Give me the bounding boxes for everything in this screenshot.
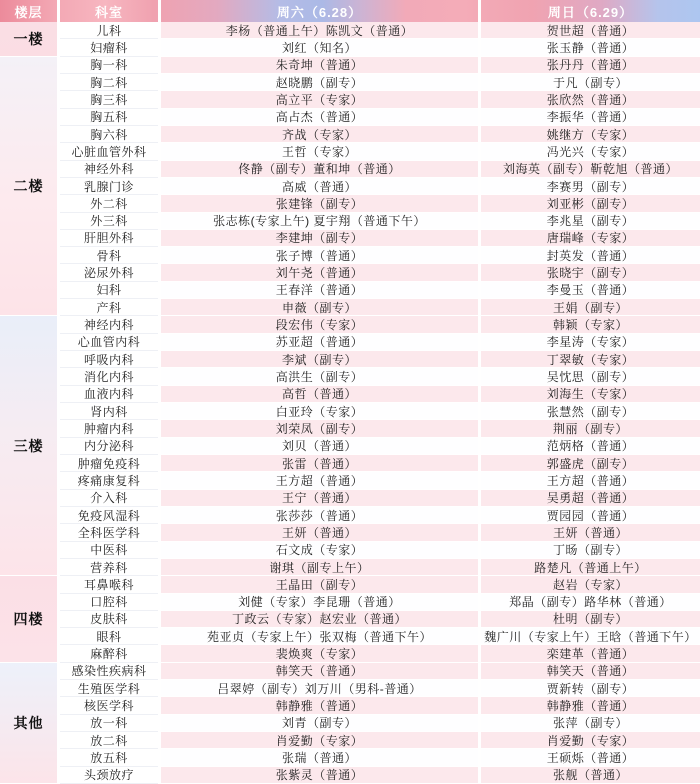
sunday-cell: 栾建革（普通） bbox=[481, 645, 700, 662]
department-cell: 生殖医学科 bbox=[60, 680, 158, 697]
saturday-cell: 高立平（专家） bbox=[161, 91, 478, 108]
saturday-cell: 高占杰（普通） bbox=[161, 109, 478, 126]
saturday-cell: 刘贝（普通） bbox=[161, 438, 478, 455]
department-cell: 感染性疾病科 bbox=[60, 663, 158, 680]
department-cell: 胸一科 bbox=[60, 57, 158, 74]
saturday-cell: 朱奇坤（普通） bbox=[161, 57, 478, 74]
department-cell: 胸五科 bbox=[60, 109, 158, 126]
saturday-cell: 裴焕爽（专家） bbox=[161, 645, 478, 662]
sunday-cell: 赵岩（专家） bbox=[481, 576, 700, 593]
saturday-cell: 张建锋（副专） bbox=[161, 195, 478, 212]
sunday-cell: 王娟（副专） bbox=[481, 299, 700, 316]
department-cell: 内分泌科 bbox=[60, 438, 158, 455]
department-cell: 中医科 bbox=[60, 542, 158, 559]
floor-cell: 一楼 bbox=[0, 22, 57, 57]
sunday-cell: 李曼玉（普通） bbox=[481, 282, 700, 299]
saturday-cell: 高威（普通） bbox=[161, 178, 478, 195]
sunday-cell: 封英发（普通） bbox=[481, 247, 700, 264]
sunday-cell: 韩颖（专家） bbox=[481, 316, 700, 333]
department-cell: 妇瘤科 bbox=[60, 39, 158, 56]
saturday-cell: 刘午尧（普通） bbox=[161, 264, 478, 281]
saturday-cell: 王妍（普通） bbox=[161, 524, 478, 541]
column-header-department: 科室 bbox=[60, 0, 158, 22]
sunday-cell: 丁旸（副专） bbox=[481, 542, 700, 559]
department-cell: 麻醉科 bbox=[60, 645, 158, 662]
sunday-cell: 姚继方（专家） bbox=[481, 126, 700, 143]
saturday-cell: 李斌（副专） bbox=[161, 351, 478, 368]
sunday-cell: 郑晶（副专）路华林（普通） bbox=[481, 594, 700, 611]
column-header-floor: 楼层 bbox=[0, 0, 57, 22]
sunday-cell: 刘海生（专家） bbox=[481, 386, 700, 403]
department-cell: 肿瘤免疫科 bbox=[60, 455, 158, 472]
department-cell: 产科 bbox=[60, 299, 158, 316]
sunday-cell: 路楚凡（普通上午） bbox=[481, 559, 700, 576]
saturday-cell: 佟静（副专）董和坤（普通） bbox=[161, 161, 478, 178]
saturday-cell: 苑亚贞（专家上午）张双梅（普通下午） bbox=[161, 628, 478, 645]
department-cell: 放五科 bbox=[60, 749, 158, 766]
sunday-cell: 张舰（普通） bbox=[481, 767, 700, 784]
saturday-cell: 刘青（副专） bbox=[161, 715, 478, 732]
sunday-cell: 张萍（副专） bbox=[481, 715, 700, 732]
sunday-cell: 荆丽（副专） bbox=[481, 420, 700, 437]
saturday-cell: 谢琪（副专上午） bbox=[161, 559, 478, 576]
saturday-cell: 刘荣凤（副专） bbox=[161, 420, 478, 437]
column-header-sunday: 周日（6.29） bbox=[481, 0, 700, 22]
sunday-cell: 张丹丹（普通） bbox=[481, 57, 700, 74]
saturday-cell: 王晶田（副专） bbox=[161, 576, 478, 593]
saturday-cell: 吕翠婷（副专）刘万川（男科-普通） bbox=[161, 680, 478, 697]
sunday-cell: 贺世超（普通） bbox=[481, 22, 700, 39]
saturday-cell: 张雷（普通） bbox=[161, 455, 478, 472]
sunday-cell: 魏广川（专家上午）王晗（普通下午） bbox=[481, 628, 700, 645]
saturday-cell: 石文成（专家） bbox=[161, 542, 478, 559]
column-header-saturday: 周六（6.28） bbox=[161, 0, 478, 22]
department-cell: 心血管内科 bbox=[60, 334, 158, 351]
department-cell: 眼科 bbox=[60, 628, 158, 645]
department-cell: 外三科 bbox=[60, 213, 158, 230]
department-cell: 消化内科 bbox=[60, 368, 158, 385]
department-cell: 呼吸内科 bbox=[60, 351, 158, 368]
sunday-cell: 吴忱思（副专） bbox=[481, 368, 700, 385]
saturday-cell: 高洪生（副专） bbox=[161, 368, 478, 385]
sunday-cell: 丁翠敏（专家） bbox=[481, 351, 700, 368]
saturday-cell: 王哲（专家） bbox=[161, 143, 478, 160]
saturday-cell: 张子博（普通） bbox=[161, 247, 478, 264]
sunday-cell: 郭盛虎（副专） bbox=[481, 455, 700, 472]
department-cell: 皮肤科 bbox=[60, 611, 158, 628]
department-cell: 儿科 bbox=[60, 22, 158, 39]
sunday-cell: 王妍（普通） bbox=[481, 524, 700, 541]
department-cell: 口腔科 bbox=[60, 594, 158, 611]
saturday-cell: 苏亚超（普通） bbox=[161, 334, 478, 351]
saturday-cell: 赵晓鹏（副专） bbox=[161, 74, 478, 91]
department-cell: 神经内科 bbox=[60, 316, 158, 333]
saturday-cell: 张莎莎（普通） bbox=[161, 507, 478, 524]
department-cell: 核医学科 bbox=[60, 697, 158, 714]
floor-cell: 二楼 bbox=[0, 57, 57, 317]
department-cell: 放一科 bbox=[60, 715, 158, 732]
saturday-cell: 段宏伟（专家） bbox=[161, 316, 478, 333]
saturday-cell: 韩静雅（普通） bbox=[161, 697, 478, 714]
department-cell: 胸六科 bbox=[60, 126, 158, 143]
saturday-cell: 王方超（普通） bbox=[161, 472, 478, 489]
sunday-cell: 刘亚彬（副专） bbox=[481, 195, 700, 212]
department-cell: 骨科 bbox=[60, 247, 158, 264]
floor-cell: 其他 bbox=[0, 663, 57, 784]
sunday-cell: 范炳格（普通） bbox=[481, 438, 700, 455]
sunday-cell: 于凡（副专） bbox=[481, 74, 700, 91]
department-cell: 耳鼻喉科 bbox=[60, 576, 158, 593]
saturday-cell: 齐战（专家） bbox=[161, 126, 478, 143]
sunday-cell: 杜明（副专） bbox=[481, 611, 700, 628]
sunday-cell: 韩静雅（普通） bbox=[481, 697, 700, 714]
department-cell: 泌尿外科 bbox=[60, 264, 158, 281]
saturday-cell: 王春洋（普通） bbox=[161, 282, 478, 299]
department-cell: 免疫风湿科 bbox=[60, 507, 158, 524]
sunday-cell: 李振华（普通） bbox=[481, 109, 700, 126]
saturday-cell: 白亚玲（专家） bbox=[161, 403, 478, 420]
sunday-cell: 张慧然（副专） bbox=[481, 403, 700, 420]
sunday-cell: 刘海英（副专）靳乾旭（普通） bbox=[481, 161, 700, 178]
sunday-cell: 李赛男（副专） bbox=[481, 178, 700, 195]
sunday-cell: 韩笑天（普通） bbox=[481, 663, 700, 680]
saturday-cell: 张志栋(专家上午) 夏宇翔（普通下午） bbox=[161, 213, 478, 230]
floor-cell: 四楼 bbox=[0, 576, 57, 663]
department-cell: 胸二科 bbox=[60, 74, 158, 91]
sunday-cell: 张欣然（普通） bbox=[481, 91, 700, 108]
department-cell: 头颈放疗 bbox=[60, 767, 158, 784]
saturday-cell: 申薇（副专） bbox=[161, 299, 478, 316]
saturday-cell: 张紫灵（普通） bbox=[161, 767, 478, 784]
sunday-cell: 王硕烁（普通） bbox=[481, 749, 700, 766]
department-cell: 血液内科 bbox=[60, 386, 158, 403]
department-cell: 肿瘤内科 bbox=[60, 420, 158, 437]
saturday-cell: 李杨（普通上午）陈凯文（普通） bbox=[161, 22, 478, 39]
department-cell: 乳腺门诊 bbox=[60, 178, 158, 195]
sunday-cell: 肖爱勤（专家） bbox=[481, 732, 700, 749]
department-cell: 胸三科 bbox=[60, 91, 158, 108]
saturday-cell: 刘红（知名） bbox=[161, 39, 478, 56]
saturday-cell: 王宁（普通） bbox=[161, 490, 478, 507]
sunday-cell: 冯光兴（专家） bbox=[481, 143, 700, 160]
saturday-cell: 肖爱勤（专家） bbox=[161, 732, 478, 749]
department-cell: 外二科 bbox=[60, 195, 158, 212]
sunday-cell: 李星涛（专家） bbox=[481, 334, 700, 351]
sunday-cell: 王方超（普通） bbox=[481, 472, 700, 489]
saturday-cell: 高哲（普通） bbox=[161, 386, 478, 403]
saturday-cell: 刘健（专家）李昆珊（普通） bbox=[161, 594, 478, 611]
saturday-cell: 韩笑天（普通） bbox=[161, 663, 478, 680]
saturday-cell: 张瑞（普通） bbox=[161, 749, 478, 766]
sunday-cell: 唐瑞峰（专家） bbox=[481, 230, 700, 247]
department-cell: 肝胆外科 bbox=[60, 230, 158, 247]
department-cell: 介入科 bbox=[60, 490, 158, 507]
department-cell: 神经外科 bbox=[60, 161, 158, 178]
department-cell: 妇科 bbox=[60, 282, 158, 299]
floor-cell: 三楼 bbox=[0, 316, 57, 576]
saturday-cell: 丁政云（专家）赵宏业（普通） bbox=[161, 611, 478, 628]
sunday-cell: 贾新转（副专） bbox=[481, 680, 700, 697]
department-cell: 放二科 bbox=[60, 732, 158, 749]
saturday-cell: 李建坤（副专） bbox=[161, 230, 478, 247]
department-cell: 全科医学科 bbox=[60, 524, 158, 541]
department-cell: 营养科 bbox=[60, 559, 158, 576]
sunday-cell: 贾园园（普通） bbox=[481, 507, 700, 524]
sunday-cell: 李兆星（副专） bbox=[481, 213, 700, 230]
department-cell: 心脏血管外科 bbox=[60, 143, 158, 160]
department-cell: 肾内科 bbox=[60, 403, 158, 420]
department-cell: 疼痛康复科 bbox=[60, 472, 158, 489]
sunday-cell: 吴勇超（普通） bbox=[481, 490, 700, 507]
sunday-cell: 张晓宇（副专） bbox=[481, 264, 700, 281]
sunday-cell: 张玉静（普通） bbox=[481, 39, 700, 56]
